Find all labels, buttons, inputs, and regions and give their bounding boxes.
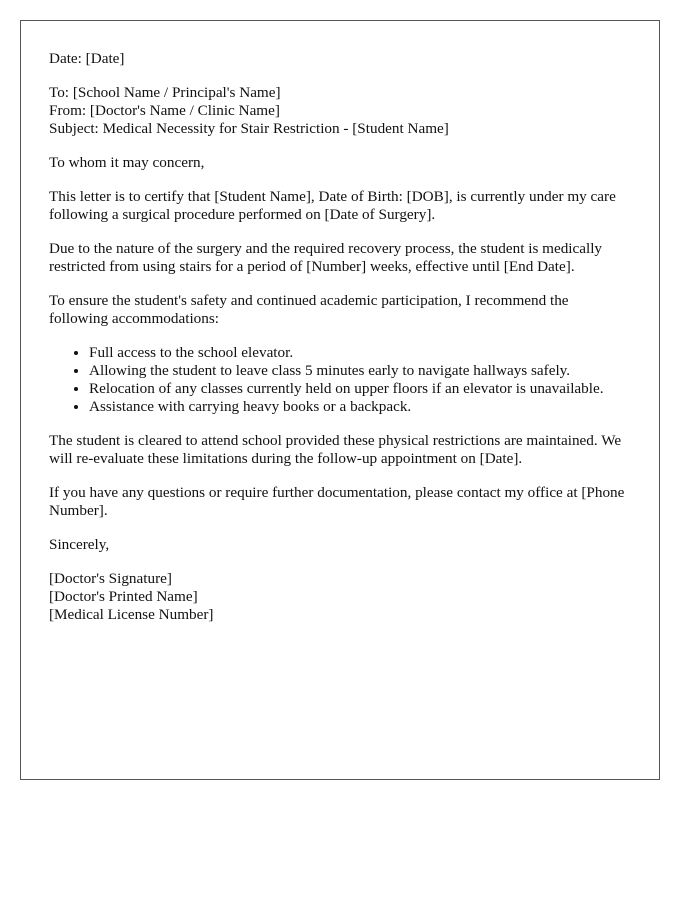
letter-paragraph-contact: If you have any questions or require further documentation, please contact my office at [Phone Number].: [49, 484, 625, 519]
letter-from: From: [Doctor's Name / Clinic Name]: [49, 102, 280, 119]
letter-closing: Sincerely,: [49, 536, 110, 553]
letter-salutation: To whom it may concern,: [49, 154, 205, 171]
letter-paragraph-certify: This letter is to certify that [Student Name], Date of Birth: [DOB], is currently under my care following a surgical procedure performed on [Date of Surgery].: [49, 188, 616, 223]
accommodations-list: [49, 344, 631, 416]
signature-block: [49, 570, 631, 624]
letter-to: To: [School Name / Principal's Name]: [49, 84, 281, 101]
accommodation-item: • Relocation of any classes currently held on upper floors if an elevator is unavailable.: [89, 380, 631, 398]
letter-subject: Subject: Medical Necessity for Stair Restriction - [Student Name]: [49, 120, 449, 137]
doctor-printed-name: [Doctor's Printed Name]: [49, 588, 198, 605]
letter-header: [49, 84, 631, 138]
letter-paragraph-recommend: To ensure the student's safety and continued academic participation, I recommend the following accommodations:: [49, 292, 569, 327]
doctor-signature: [Doctor's Signature]: [49, 570, 172, 587]
letter-date: Date: [Date]: [49, 50, 125, 67]
letter-page: [20, 20, 660, 780]
accommodation-item: • Full access to the school elevator.: [89, 344, 631, 362]
letter-paragraph-restriction: Due to the nature of the surgery and the required recovery process, the student is medically restricted from using stairs for a period of [Number] weeks, effective until [End Date].: [49, 240, 603, 275]
medical-license-number: [Medical License Number]: [49, 606, 214, 623]
accommodation-item: • Allowing the student to leave class 5 minutes early to navigate hallways safely.: [89, 362, 631, 380]
accommodation-item: • Assistance with carrying heavy books or a backpack.: [89, 398, 631, 416]
letter-paragraph-cleared: The student is cleared to attend school provided these physical restrictions are maintained. We will re-evaluate these limitations during the follow-up appointment on [Date].: [49, 432, 622, 467]
